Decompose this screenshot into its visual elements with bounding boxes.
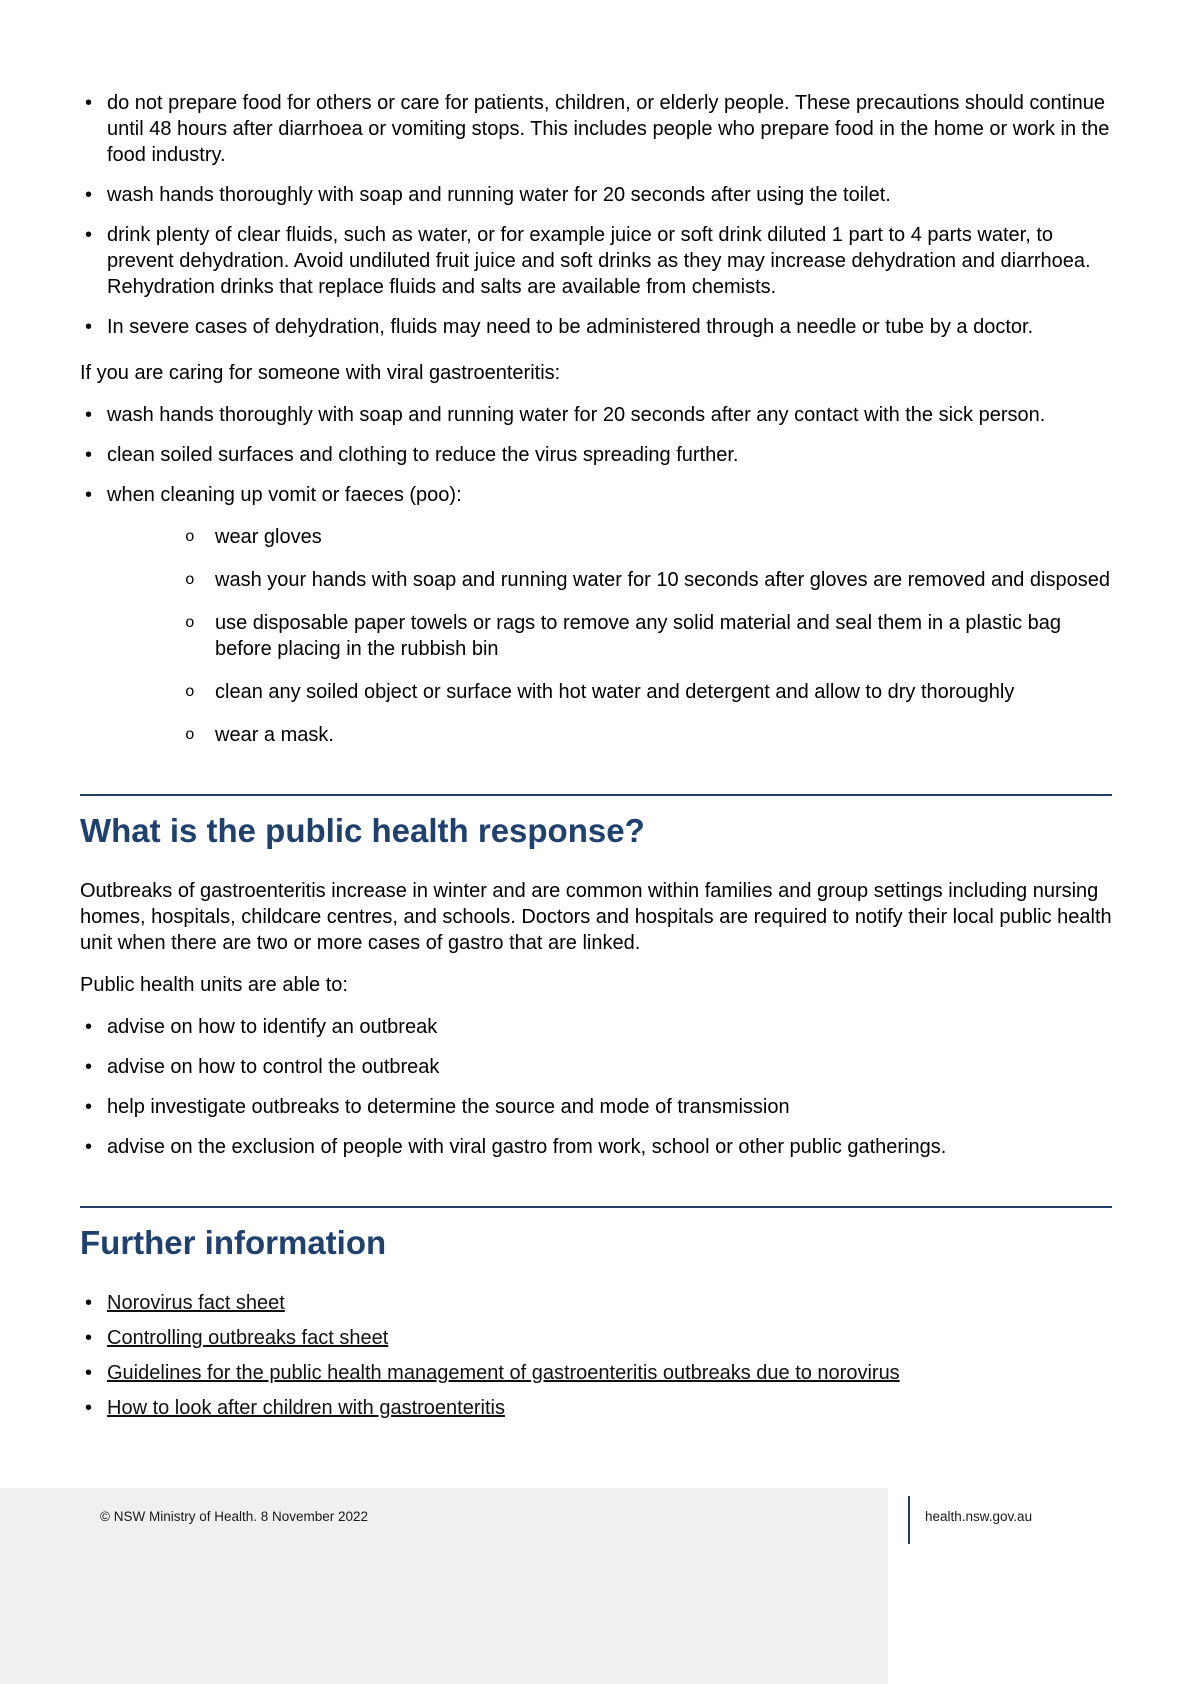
public-health-paragraph: Outbreaks of gastroenteritis increase in winter and are common within families and group settings including nursing homes, hospitals, childcare centres, and schools. Doctors and hospitals are required to notify their local public health unit when there are two or more cases of gastro that are linked.	[80, 880, 1112, 954]
list-item	[80, 1395, 1112, 1421]
sub-bullet-text: wear a mask.	[215, 724, 334, 746]
list-item	[80, 482, 1112, 508]
bullet-icon: •	[85, 1292, 93, 1314]
sub-bullet-icon: o	[185, 726, 195, 744]
public-health-list	[80, 1014, 1112, 1160]
link-controlling-outbreaks-fact-sheet[interactable]: Controlling outbreaks fact sheet	[107, 1327, 389, 1349]
sub-bullet-text: use disposable paper towels or rags to remove any solid material and seal them in a plastic bag before placing in the rubbish bin	[215, 612, 1062, 660]
footer-website: health.nsw.gov.au	[925, 1509, 1033, 1524]
bullet-icon: •	[85, 224, 93, 246]
bullet-text: In severe cases of dehydration, fluids may need to be administered through a needle or tube by a doctor.	[107, 316, 1034, 338]
bullet-text: drink plenty of clear fluids, such as water, or for example juice or soft drink diluted 1 part to 4 parts water, to prevent dehydration. Avoid undiluted fruit juice and soft drinks as they may increase dehydration and diarrhoea. Rehydration drinks that replace fluids and salts are available from chemists.	[107, 224, 1091, 298]
bullet-icon: •	[85, 484, 93, 506]
footer-divider	[908, 1496, 910, 1544]
sub-bullet-icon: o	[185, 614, 195, 632]
link-norovirus-fact-sheet[interactable]: Norovirus fact sheet	[107, 1292, 285, 1314]
bullet-text: clean soiled surfaces and clothing to reduce the virus spreading further.	[107, 444, 739, 466]
public-health-heading: What is the public health response?	[80, 812, 645, 849]
bullet-icon: •	[85, 1397, 93, 1419]
list-item	[80, 1054, 1112, 1080]
bullet-icon: •	[85, 404, 93, 426]
bullet-text: help investigate outbreaks to determine the source and mode of transmission	[107, 1096, 790, 1118]
bullet-icon: •	[85, 316, 93, 338]
sub-list-item	[185, 524, 1112, 550]
sub-list-item	[185, 722, 1112, 748]
sub-list-item	[185, 610, 1112, 662]
section-divider	[80, 794, 1112, 796]
bullet-text: advise on how to control the outbreak	[107, 1056, 440, 1078]
bullet-icon: •	[85, 1327, 93, 1349]
list-item	[80, 402, 1112, 428]
sub-bullet-icon: o	[185, 571, 195, 589]
list-item	[80, 1094, 1112, 1120]
page-footer	[0, 1488, 1190, 1684]
sub-bullet-text: wash your hands with soap and running water for 10 seconds after gloves are removed and disposed	[215, 569, 1110, 591]
section-divider	[80, 1206, 1112, 1208]
link-children-gastroenteritis[interactable]: How to look after children with gastroenteritis	[107, 1397, 505, 1419]
caring-list	[80, 402, 1112, 508]
document-content	[80, 90, 1112, 1430]
list-item	[80, 1290, 1112, 1316]
bullet-icon: •	[85, 1136, 93, 1158]
sub-bullet-text: wear gloves	[215, 526, 322, 548]
bullet-icon: •	[85, 1056, 93, 1078]
bullet-text: wash hands thoroughly with soap and running water for 20 seconds after any contact with the sick person.	[107, 404, 1046, 426]
link-gastroenteritis-guidelines[interactable]: Guidelines for the public health management of gastroenteritis outbreaks due to norovirus	[107, 1362, 900, 1384]
list-item	[80, 442, 1112, 468]
caring-intro-paragraph: If you are caring for someone with viral gastroenteritis:	[80, 362, 561, 384]
list-item	[80, 182, 1112, 208]
bullet-icon: •	[85, 92, 93, 114]
sub-bullet-icon: o	[185, 683, 195, 701]
sub-bullet-icon: o	[185, 528, 195, 546]
bullet-text: advise on how to identify an outbreak	[107, 1016, 438, 1038]
bullet-icon: •	[85, 444, 93, 466]
list-item	[80, 1014, 1112, 1040]
footer-copyright: © NSW Ministry of Health. 8 November 2022	[100, 1509, 369, 1524]
list-item	[80, 314, 1112, 340]
public-health-intro: Public health units are able to:	[80, 974, 348, 996]
cleaning-sub-list	[185, 524, 1112, 748]
bullet-text: wash hands thoroughly with soap and running water for 20 seconds after using the toilet.	[107, 184, 891, 206]
list-item	[80, 1325, 1112, 1351]
bullet-text: do not prepare food for others or care for patients, children, or elderly people. These precautions should continue until 48 hours after diarrhoea or vomiting stops. This includes people who prepare food in the home or work in the food industry.	[107, 92, 1110, 166]
further-information-heading: Further information	[80, 1224, 387, 1261]
bullet-icon: •	[85, 1016, 93, 1038]
sub-list-item	[185, 679, 1112, 705]
bullet-icon: •	[85, 1096, 93, 1118]
further-information-list	[80, 1290, 1112, 1421]
sub-bullet-text: clean any soiled object or surface with hot water and detergent and allow to dry thoroughly	[215, 681, 1015, 703]
bullet-text: advise on the exclusion of people with viral gastro from work, school or other public gatherings.	[107, 1136, 947, 1158]
list-item	[80, 1134, 1112, 1160]
bullet-text: when cleaning up vomit or faeces (poo):	[107, 484, 462, 506]
list-item	[80, 222, 1112, 300]
bullet-icon: •	[85, 1362, 93, 1384]
sub-list-item	[185, 567, 1112, 593]
precautions-list	[80, 90, 1112, 340]
list-item	[80, 90, 1112, 168]
bullet-icon: •	[85, 184, 93, 206]
list-item	[80, 1360, 1112, 1386]
